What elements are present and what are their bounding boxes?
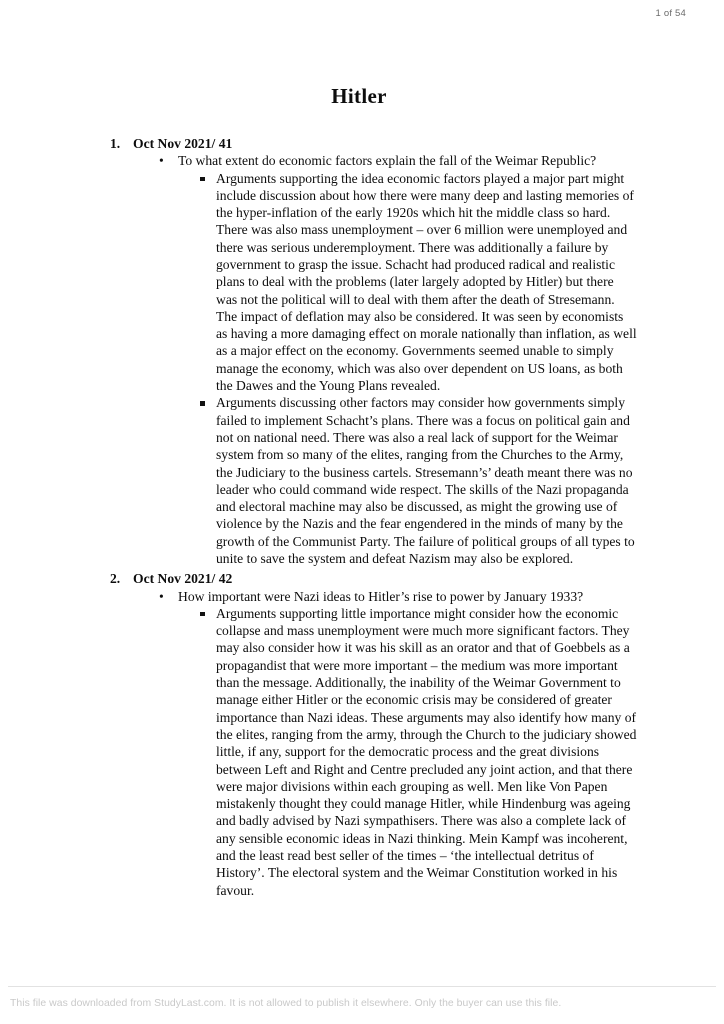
page-header [0,8,724,28]
question-prompt-list [0,152,724,567]
question-reference: Oct Nov 2021/ 41 [133,136,233,151]
question-reference: Oct Nov 2021/ 42 [133,571,233,587]
answer-point [0,394,724,567]
list-item [0,394,724,567]
list-item [0,152,724,567]
question-item [0,570,724,899]
document-title: Hitler [331,84,387,108]
document-body [0,84,724,899]
question-number: 1. [110,136,121,151]
list-item [0,588,724,899]
list-item [0,170,724,395]
square-bullet-icon [0,170,216,187]
answer-point-list [0,605,724,899]
round-bullet-icon: • [159,588,164,604]
answer-point-text: Arguments discussing other factors may consider how governments simply failed to implement Schacht’s plans. There was a focus on political gain and not on national need. There was also a real lack of support for the Weimar system from so many of the elites, ranging from the Churches to the Army, the Judiciary to the business cartels. Stresemann’s’ death meant there was no leader who could command wide respect. The skills of the Nazi propaganda and electoral machine may also be discussed, as might the growing use of violence by the Nazis and the fear engendered in the minds of many by the growth of the Communist Party. The failure of political groups of all types to unite to save the system and defeat Nazism may also be explored. [216,395,635,567]
answer-point-list [0,170,724,568]
list-item [0,605,724,899]
footer-watermark [0,986,724,1024]
question-heading [0,570,724,587]
page-number-indicator: 1 of 54 [655,8,686,19]
answer-point [0,605,724,899]
question-heading [0,135,724,152]
question-prompt-text: How important were Nazi ideas to Hitler’s rise to power by January 1933? [178,588,584,604]
answer-point-text: Arguments supporting little importance might consider how the economic collapse and mass unemployment were much more significant factors. They may also consider how it was his skill as an orator and that of Goebbels as a propagandist that were more important – the medium was more important than the message. Additionally, the inability of the Weimar Government to manage either Hitler or the economic crisis may be considered of greater importance than Nazi ideas. These arguments may also identify how many of the elites, ranging from the army, through the Church to the judiciary showed little, if any, support for the democratic process and the great divisions between Left and Right and Centre precluded any joint action, and that there were major divisions within each grouping as well. Men like Von Papen mistakenly thought they could manage Hitler, while Hindenburg was ageing and badly advised by Nazi sympathisers. There was also a complete lack of any sensible economic ideas in Nazi thinking. Mein Kampf was incoherent, and the least read best seller of the times – ‘the intellectual detritus of History’. The electoral system and the Weimar Constitution worked in his favour. [216,605,637,898]
answer-point [0,170,724,395]
question-prompt-list [0,588,724,899]
answer-point-text: Arguments supporting the idea economic factors played a major part might include discussion about how there were many deep and lasting memories of the hyper-inflation of the early 1920s which hit the middle class so hard. There was also mass unemployment – over 6 million were unemployed and there was serious underemployment. There was additionally a failure by government to grasp the issue. Schacht had produced radical and realistic plans to deal with the problems (later largely adopted by Hitler) but there was not the political will to deal with them after the death of Stresemann. The impact of deflation may also be considered. It was seen by economists as having a more damaging effect on morale nationally than inflation, as well as a major effect on the economy. Governments seemed unable to simply manage the economy, which was also over dependent on US loans, as both the Dawes and the Young Plans revealed. [216,170,637,394]
round-bullet-icon: • [159,153,164,169]
footer-notice-text: This file was downloaded from StudyLast.com. It is not allowed to publish it elsewhere. Only the buyer can use this file. [10,998,562,1009]
square-bullet-icon [0,605,216,622]
question-prompt-text: To what extent do economic factors explain the fall of the Weimar Republic? [178,153,597,169]
question-list [0,135,724,899]
question-number: 2. [110,571,121,587]
question-item [0,135,724,567]
question-prompt [0,588,724,605]
footer-divider [8,986,716,987]
square-bullet-icon [0,394,216,411]
question-prompt [0,152,724,169]
